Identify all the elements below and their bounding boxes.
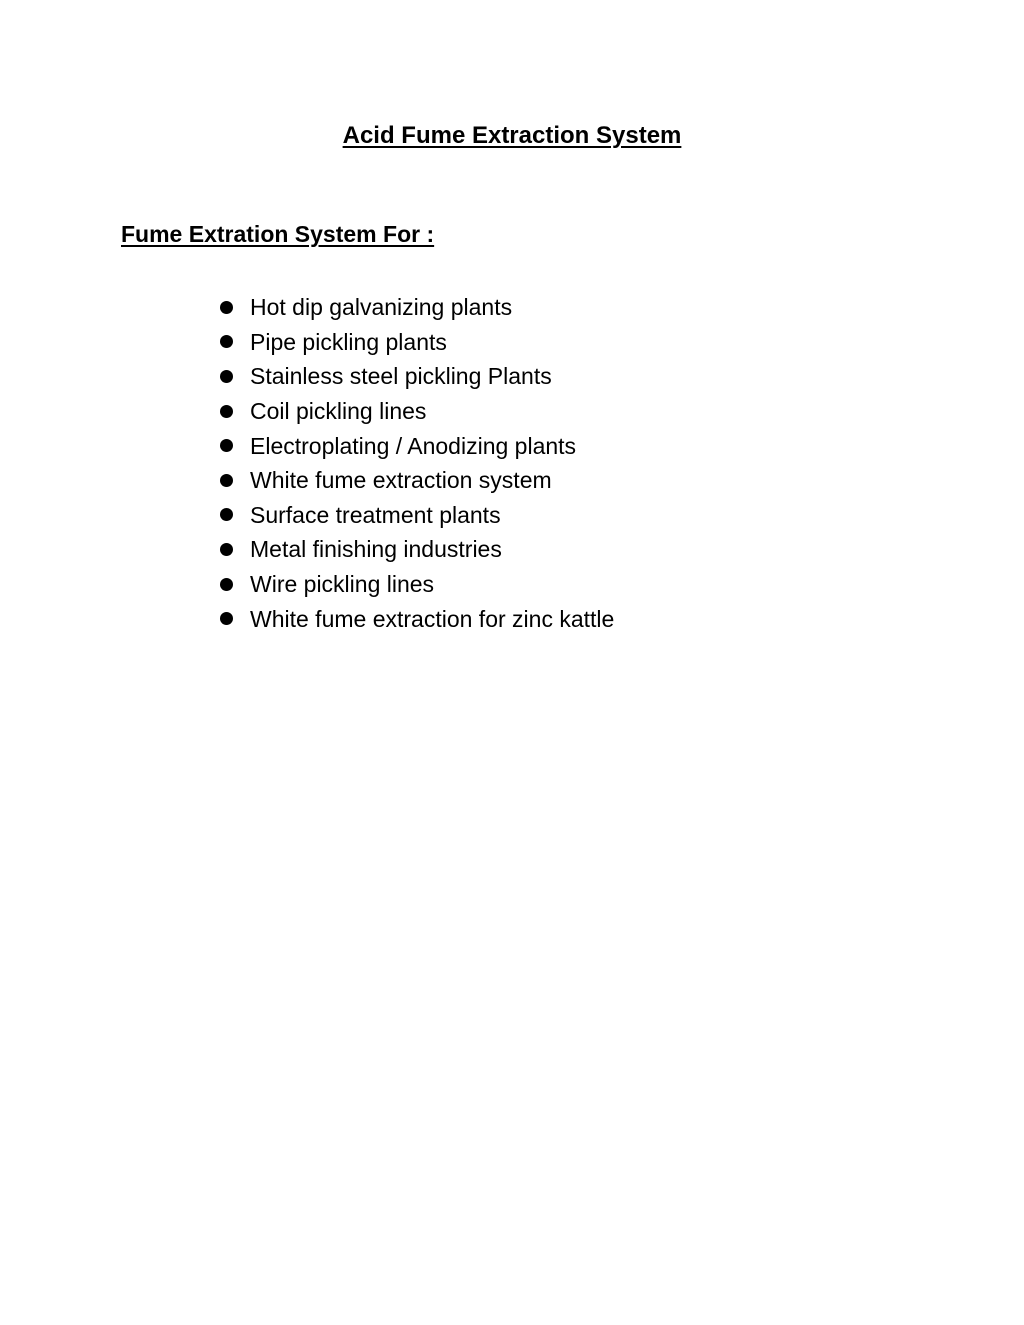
list-item-text: Metal finishing industries [250,536,502,563]
list-item [220,567,614,602]
list-item [220,428,614,463]
bullet-icon [220,612,233,625]
bullet-icon [220,543,233,556]
section-heading: Fume Extration System For : [121,221,435,247]
list-item-text: White fume extraction for zinc kattle [250,605,615,632]
bullet-icon [220,508,233,521]
list-item-text: Stainless steel pickling Plants [250,363,552,390]
document-title: Acid Fume Extraction System [342,122,682,149]
list-item-text: Surface treatment plants [250,501,501,528]
list-item [220,601,614,636]
bullet-icon [220,335,233,348]
list-item-text: Pipe pickling plants [250,328,447,355]
list-item [220,290,614,325]
list-item [220,463,614,498]
list-item [220,498,614,533]
bullet-icon [220,474,233,487]
list-item [220,359,614,394]
list-item [220,394,614,429]
bullet-icon [220,370,233,383]
list-item-text: Wire pickling lines [250,571,435,598]
application-list [220,290,614,636]
bullet-icon [220,405,233,418]
list-item [220,532,614,567]
list-item-text: Coil pickling lines [250,398,427,425]
bullet-icon [220,301,233,314]
list-item-text: Electroplating / Anodizing plants [250,432,577,459]
bullet-icon [220,439,233,452]
list-item-text: White fume extraction system [250,467,552,494]
bullet-icon [220,578,233,591]
list-item-text: Hot dip galvanizing plants [250,294,513,321]
list-item [220,325,614,360]
